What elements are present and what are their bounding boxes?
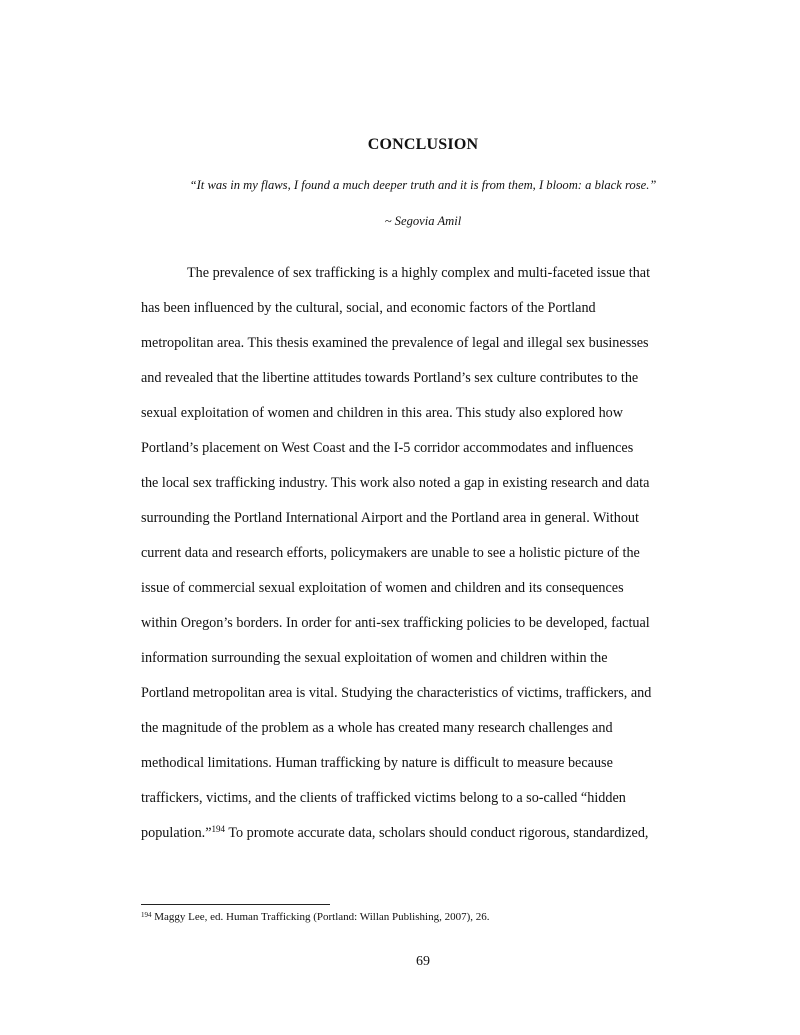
paragraph-line: current data and research efforts, policymakers are unable to see a holistic picture of the xyxy=(141,545,640,561)
body-paragraph xyxy=(141,263,713,858)
paragraph-line: the local sex trafficking industry. This work also noted a gap in existing research and data xyxy=(141,475,650,491)
paragraph-line: Portland’s placement on West Coast and the I-5 corridor accommodates and influences xyxy=(141,440,634,456)
epigraph-quote: “It was in my flaws, I found a much deeper truth and it is from them, I bloom: a black rose.” xyxy=(189,178,657,192)
paragraph-line: metropolitan area. This thesis examined the prevalence of legal and illegal sex businesses xyxy=(141,335,649,351)
page-number: 69 xyxy=(416,954,430,969)
paragraph-line: within Oregon’s borders. In order for anti-sex trafficking policies to be developed, factual xyxy=(141,615,650,631)
footnote-divider xyxy=(141,904,330,905)
line-text-before-ref: population.” xyxy=(141,825,212,841)
footnote-text: Maggy Lee, ed. Human Trafficking (Portland: Willan Publishing, 2007), 26. xyxy=(151,911,490,923)
chapter-heading: CONCLUSION xyxy=(367,136,479,153)
paragraph-line: The prevalence of sex trafficking is a highly complex and multi-faceted issue that xyxy=(187,265,651,281)
epigraph-attribution: ~ Segovia Amil xyxy=(384,214,462,228)
line-text-after-ref: To promote accurate data, scholars should conduct rigorous, standardized, xyxy=(225,825,649,841)
footnote xyxy=(141,911,489,923)
paragraph-line: information surrounding the sexual exploitation of women and children within the xyxy=(141,650,608,666)
paragraph-line-with-footnote-ref xyxy=(141,823,713,858)
paragraph-line: and revealed that the libertine attitudes towards Portland’s sex culture contributes to the xyxy=(141,370,639,386)
paragraph-line: Portland metropolitan area is vital. Studying the characteristics of victims, traffickers, and xyxy=(141,685,652,701)
paragraph-line: surrounding the Portland International Airport and the Portland area in general. Without xyxy=(141,510,639,526)
paragraph-line: the magnitude of the problem as a whole has created many research challenges and xyxy=(141,720,613,736)
paragraph-line: traffickers, victims, and the clients of trafficked victims belong to a so-called “hidden xyxy=(141,790,626,806)
footnote-reference[interactable]: 194 xyxy=(211,824,226,834)
paragraph-line: issue of commercial sexual exploitation of women and children and its consequences xyxy=(141,580,624,596)
footnote-number: 194 xyxy=(141,911,152,919)
paragraph-line: sexual exploitation of women and children in this area. This study also explored how xyxy=(141,405,624,421)
paragraph-line: has been influenced by the cultural, social, and economic factors of the Portland xyxy=(141,300,596,316)
paragraph-line: methodical limitations. Human trafficking by nature is difficult to measure because xyxy=(141,755,613,771)
